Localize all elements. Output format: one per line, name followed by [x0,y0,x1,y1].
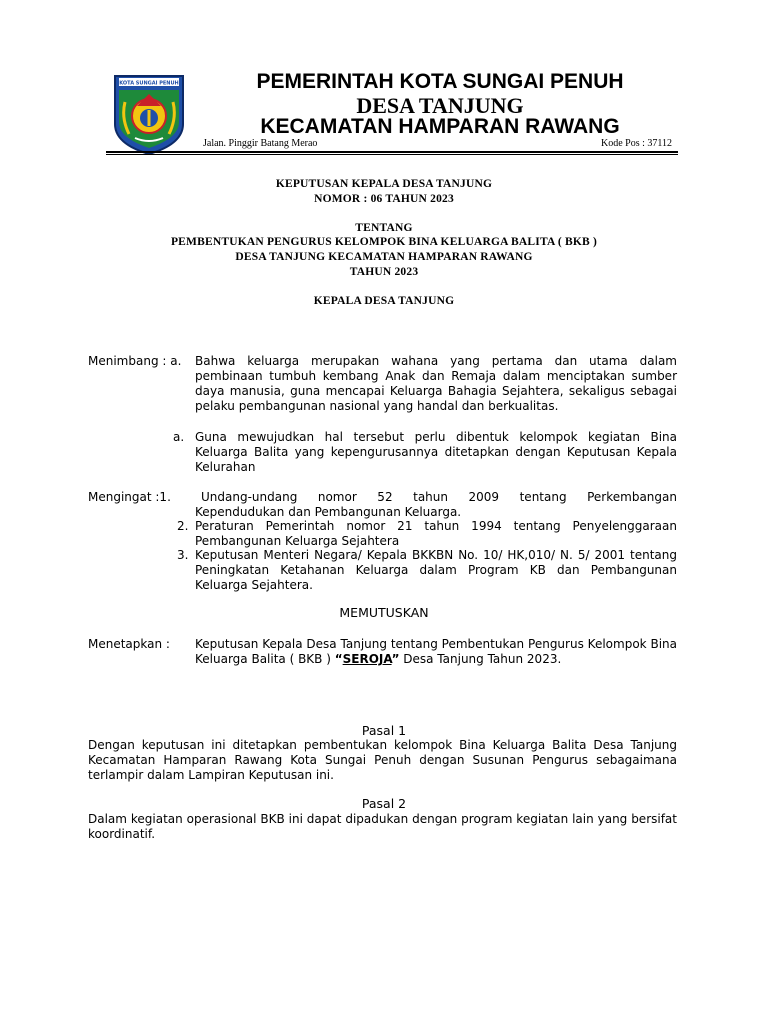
mengingat-item-1-first-line: Undang-undang nomor 52 tahun 2009 tentang Perkembangan [201,490,677,504]
quote-open: “ [334,652,343,666]
mengingat-item-2-marker: 2. [177,519,189,533]
memutuskan-heading: MEMUTUSKAN [339,605,429,620]
menetapkan-text-before: Keputusan Kepala Desa Tanjung tentang Pembentukan Pengurus Kelompok Bina Keluarga Balita ( BKB ) [195,637,677,666]
menetapkan-text-after: Desa Tanjung Tahun 2023. [399,652,562,666]
letterhead-divider [106,151,678,153]
letterhead-divider-thin [106,154,678,155]
menimbang-b-text: Guna mewujudkan hal tersebut perlu dibentuk kelompok kegiatan Bina Keluarga Balita yang kepengurusannya ditetapkan dengan Keputusan Kepala Kelurahan [195,430,677,474]
quote-close: ” [391,652,400,666]
svg-text:KOTA SUNGAI PENUH: KOTA SUNGAI PENUH [119,80,179,87]
decree-subject-line-3: TAHUN 2023 [349,266,419,278]
letterhead-government: PEMERINTAH KOTA SUNGAI PENUH [256,70,624,93]
group-name-seroja: SEROJA [342,652,392,666]
pasal-1-heading: Pasal 1 [361,723,407,738]
decree-about: TENTANG [355,222,413,234]
decree-number: NOMOR : 06 TAHUN 2023 [314,193,454,205]
mengingat-item-3-marker: 3. [177,548,189,562]
letterhead-district: KECAMATAN HAMPARAN RAWANG [260,115,620,138]
mengingat-item-2-text: Peraturan Pemerintah nomor 21 tahun 1994 tentang Penyelenggaraan Pembangunan Keluarga Sejahtera [195,519,677,548]
decree-title: KEPUTUSAN KEPALA DESA TANJUNG [275,178,493,190]
menetapkan-text [195,637,677,667]
pasal-2-text: Dalam kegiatan operasional BKB ini dapat dipadukan dengan program kegiatan lain yang bersifat koordinatif. [88,812,677,841]
mengingat-label: Mengingat :1. [88,490,171,504]
menimbang-a-rest: pembinaan tumbuh kembang Anak dan Remaja dalam menciptakan sumber daya manusia, guna mencapai Keluarga Bahagia Sejahtera, sekaligus sebagai pelaku pembangunan nasional yang handal dan berkualitas. [195,369,677,413]
decree-subject-line-1: PEMBENTUKAN PENGURUS KELOMPOK BINA KELUARGA BALITA ( BKB ) [170,236,598,248]
mengingat-item-3-text: Keputusan Menteri Negara/ Kepala BKKBN No. 10/ HK,010/ N. 5/ 2001 tentang Peningkatan Ketahanan Keluarga dalam Program KB dan Pembangunan Keluarga Sejahtera. [195,548,677,592]
letterhead-village: DESA TANJUNG [356,93,524,118]
mengingat-item-1-rest: Kependudukan dan Pembangunan Keluarga. [195,505,462,519]
letterhead-postal-code: Kode Pos : 37112 [600,138,672,149]
letterhead-address: Jalan. Pinggir Batang Merao [203,138,318,149]
menimbang-b-marker: a. [173,430,185,444]
pasal-1-text: Dengan keputusan ini ditetapkan pembentukan kelompok Bina Keluarga Balita Desa Tanjung Kecamatan Hamparan Rawang Kota Sungai Penuh dengan Susunan Pengurus sebagaimana terlampir dalam Lampiran Keputusan ini. [88,738,677,782]
menimbang-label: Menimbang : a. [88,354,182,368]
decree-official: KEPALA DESA TANJUNG [313,295,455,307]
city-emblem-logo [111,72,187,156]
decree-subject-line-2: DESA TANJUNG KECAMATAN HAMPARAN RAWANG [235,251,533,263]
pasal-2-heading: Pasal 2 [361,796,407,811]
menetapkan-label: Menetapkan : [88,637,170,651]
menimbang-a-first-line: Bahwa keluarga merupakan wahana yang pertama dan utama dalam [195,354,677,368]
